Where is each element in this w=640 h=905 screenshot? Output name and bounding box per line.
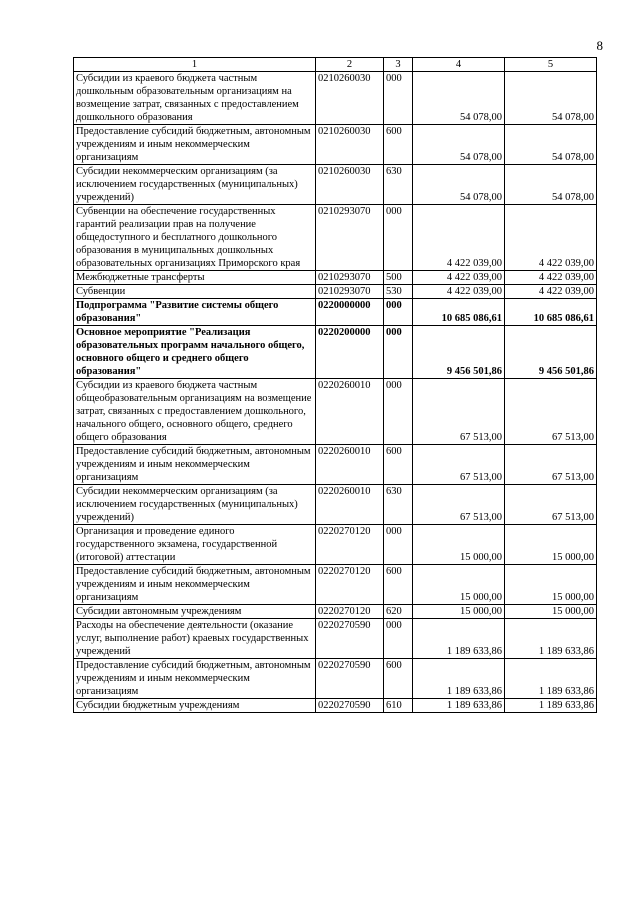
row-value-col5-cell: 1 189 633,86 — [505, 659, 597, 699]
table-body — [74, 72, 597, 713]
row-type-cell: 500 — [384, 271, 413, 285]
row-name-cell: Подпрограмма "Развитие системы общего образования" — [74, 299, 316, 326]
row-value-col5-cell: 1 189 633,86 — [505, 619, 597, 659]
row-value-col5-cell: 15 000,00 — [505, 605, 597, 619]
row-value-col5-cell: 4 422 039,00 — [505, 285, 597, 299]
budget-table — [73, 57, 597, 713]
row-value-col5-cell: 67 513,00 — [505, 485, 597, 525]
table-row — [74, 485, 597, 525]
row-name-cell: Межбюджетные трансферты — [74, 271, 316, 285]
row-code-cell: 0220200000 — [316, 326, 384, 379]
row-name-cell: Расходы на обеспечение деятельности (оказание услуг, выполнение работ) краевых государственных учреждений — [74, 619, 316, 659]
row-name-cell: Предоставление субсидий бюджетным, автономным учреждениям и иным некоммерческим организациям — [74, 565, 316, 605]
row-code-cell: 0220270590 — [316, 699, 384, 713]
row-name-cell: Предоставление субсидий бюджетным, автономным учреждениям и иным некоммерческим организациям — [74, 659, 316, 699]
row-code-cell: 0210293070 — [316, 285, 384, 299]
row-name-cell: Организация и проведение единого государственного экзамена, государственной (итоговой) аттестации — [74, 525, 316, 565]
column-header-1: 1 — [74, 58, 316, 72]
row-code-cell: 0220270120 — [316, 525, 384, 565]
row-value-col4-cell: 15 000,00 — [413, 605, 505, 619]
row-code-cell: 0210260030 — [316, 165, 384, 205]
table-row — [74, 125, 597, 165]
row-type-cell: 630 — [384, 485, 413, 525]
table-row — [74, 525, 597, 565]
row-value-col4-cell: 4 422 039,00 — [413, 271, 505, 285]
row-value-col4-cell: 1 189 633,86 — [413, 619, 505, 659]
row-value-col4-cell: 67 513,00 — [413, 485, 505, 525]
row-code-cell: 0220260010 — [316, 485, 384, 525]
row-code-cell: 0220270120 — [316, 605, 384, 619]
column-header-5: 5 — [505, 58, 597, 72]
row-value-col4-cell: 4 422 039,00 — [413, 205, 505, 271]
row-value-col4-cell: 54 078,00 — [413, 125, 505, 165]
row-value-col4-cell: 67 513,00 — [413, 445, 505, 485]
column-header-4: 4 — [413, 58, 505, 72]
table-row — [74, 605, 597, 619]
row-code-cell: 0220260010 — [316, 445, 384, 485]
row-value-col5-cell: 15 000,00 — [505, 565, 597, 605]
table-row — [74, 445, 597, 485]
column-header-3: 3 — [384, 58, 413, 72]
row-name-cell: Субвенции — [74, 285, 316, 299]
row-type-cell: 620 — [384, 605, 413, 619]
table-row — [74, 72, 597, 125]
row-name-cell: Предоставление субсидий бюджетным, автономным учреждениям и иным некоммерческим организациям — [74, 445, 316, 485]
row-type-cell: 600 — [384, 445, 413, 485]
row-code-cell: 0220270590 — [316, 619, 384, 659]
row-value-col4-cell: 54 078,00 — [413, 165, 505, 205]
row-value-col4-cell: 1 189 633,86 — [413, 699, 505, 713]
row-value-col5-cell: 10 685 086,61 — [505, 299, 597, 326]
table-row — [74, 699, 597, 713]
row-code-cell: 0220270120 — [316, 565, 384, 605]
row-code-cell: 0210293070 — [316, 271, 384, 285]
row-value-col5-cell: 54 078,00 — [505, 72, 597, 125]
table-header-row — [74, 58, 597, 72]
row-value-col5-cell: 15 000,00 — [505, 525, 597, 565]
row-type-cell: 600 — [384, 565, 413, 605]
row-value-col5-cell: 67 513,00 — [505, 445, 597, 485]
row-value-col5-cell: 4 422 039,00 — [505, 205, 597, 271]
row-name-cell: Субсидии из краевого бюджета частным дошкольным образовательным организациям на возмещение затрат, связанных с предоставлением дошкольного образования — [74, 72, 316, 125]
row-type-cell: 000 — [384, 326, 413, 379]
table-row — [74, 271, 597, 285]
row-value-col5-cell: 9 456 501,86 — [505, 326, 597, 379]
column-header-2: 2 — [316, 58, 384, 72]
row-name-cell: Предоставление субсидий бюджетным, автономным учреждениям и иным некоммерческим организациям — [74, 125, 316, 165]
row-type-cell: 000 — [384, 379, 413, 445]
row-code-cell: 0210260030 — [316, 72, 384, 125]
row-type-cell: 630 — [384, 165, 413, 205]
row-code-cell: 0220270590 — [316, 659, 384, 699]
row-name-cell: Субсидии из краевого бюджета частным общеобразовательным организациям на возмещение затрат, связанных с предоставлением дошкольного, начального общего, основного общего, среднего общего образования — [74, 379, 316, 445]
row-value-col4-cell: 15 000,00 — [413, 565, 505, 605]
row-type-cell: 000 — [384, 525, 413, 565]
table-row — [74, 326, 597, 379]
row-type-cell: 610 — [384, 699, 413, 713]
row-value-col4-cell: 15 000,00 — [413, 525, 505, 565]
row-name-cell: Субсидии некоммерческим организациям (за исключением государственных (муниципальных) учреждений) — [74, 165, 316, 205]
row-value-col4-cell: 67 513,00 — [413, 379, 505, 445]
row-type-cell: 000 — [384, 72, 413, 125]
row-name-cell: Субсидии бюджетным учреждениям — [74, 699, 316, 713]
row-value-col4-cell: 10 685 086,61 — [413, 299, 505, 326]
table-row — [74, 379, 597, 445]
row-name-cell: Субвенции на обеспечение государственных гарантий реализации прав на получение общедоступного и бесплатного дошкольного образования в муниципальных дошкольных образовательных организациях Приморского края — [74, 205, 316, 271]
table-row — [74, 619, 597, 659]
table-row — [74, 285, 597, 299]
row-type-cell: 600 — [384, 125, 413, 165]
row-value-col5-cell: 54 078,00 — [505, 165, 597, 205]
row-value-col4-cell: 4 422 039,00 — [413, 285, 505, 299]
page-number: 8 — [596, 38, 603, 53]
row-code-cell: 0220000000 — [316, 299, 384, 326]
row-type-cell: 530 — [384, 285, 413, 299]
row-type-cell: 000 — [384, 619, 413, 659]
row-value-col5-cell: 54 078,00 — [505, 125, 597, 165]
row-value-col4-cell: 54 078,00 — [413, 72, 505, 125]
row-type-cell: 000 — [384, 205, 413, 271]
table-row — [74, 205, 597, 271]
table-row — [74, 299, 597, 326]
row-name-cell: Основное мероприятие "Реализация образовательных программ начального общего, основного общего и среднего общего образования" — [74, 326, 316, 379]
row-code-cell: 0210260030 — [316, 125, 384, 165]
table-row — [74, 165, 597, 205]
row-value-col5-cell: 1 189 633,86 — [505, 699, 597, 713]
row-type-cell: 600 — [384, 659, 413, 699]
table-row — [74, 659, 597, 699]
row-value-col4-cell: 1 189 633,86 — [413, 659, 505, 699]
row-code-cell: 0210293070 — [316, 205, 384, 271]
row-value-col5-cell: 4 422 039,00 — [505, 271, 597, 285]
table-row — [74, 565, 597, 605]
row-name-cell: Субсидии некоммерческим организациям (за исключением государственных (муниципальных) учреждений) — [74, 485, 316, 525]
row-code-cell: 0220260010 — [316, 379, 384, 445]
row-type-cell: 000 — [384, 299, 413, 326]
row-value-col5-cell: 67 513,00 — [505, 379, 597, 445]
row-name-cell: Субсидии автономным учреждениям — [74, 605, 316, 619]
row-value-col4-cell: 9 456 501,86 — [413, 326, 505, 379]
